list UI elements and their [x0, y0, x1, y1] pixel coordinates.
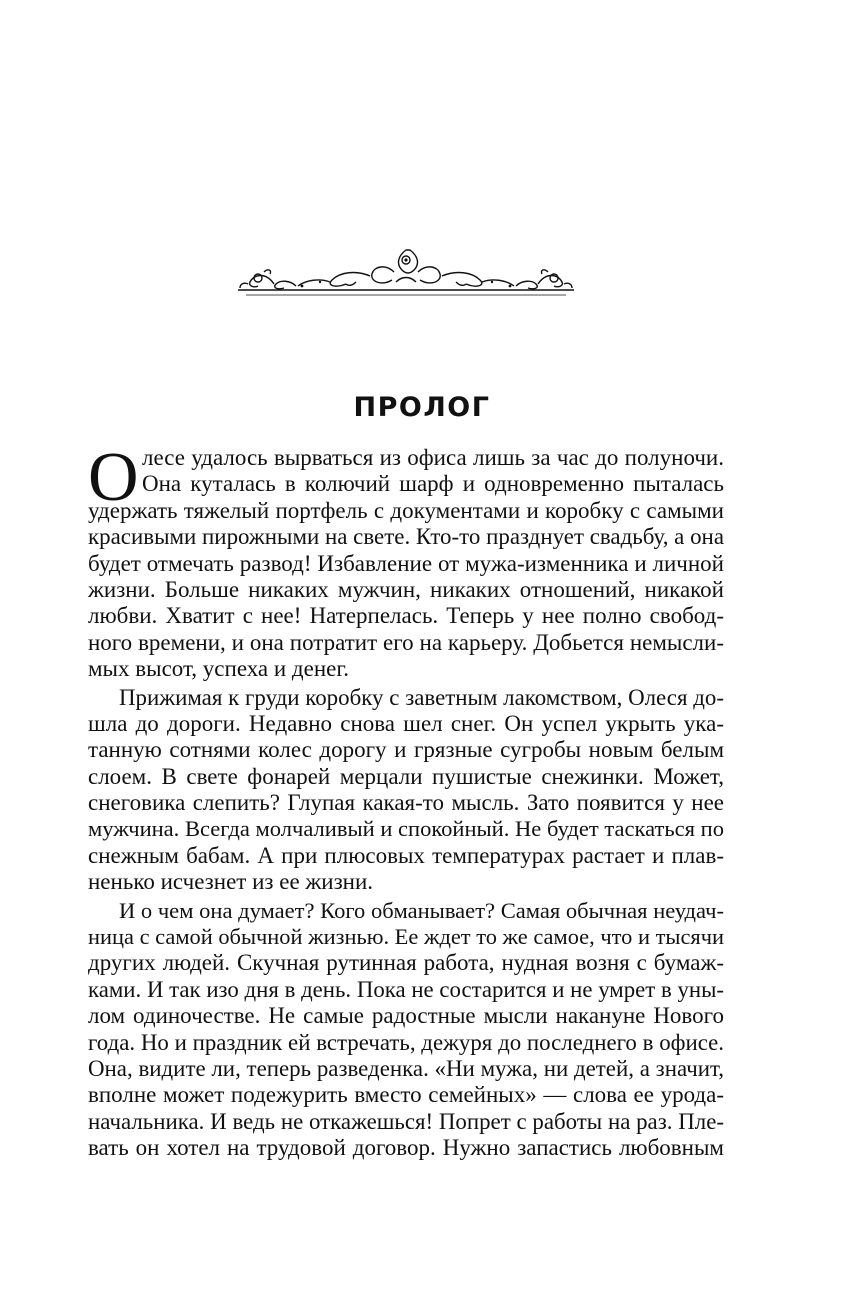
text-line: вать он хотел на трудовой договор. Нужно запастись любовным	[88, 1135, 724, 1161]
ornament-divider-icon	[236, 242, 576, 300]
text-line: любви. Хватит с нее! Натерпелась. Теперь у нее полно свобод-	[88, 603, 724, 629]
paragraph-1	[88, 439, 725, 683]
paragraph-3	[88, 898, 724, 1162]
text-line: лом одиночестве. Не самые радостные мысли накануне Нового	[88, 1003, 724, 1029]
text-line: будет отмечать развод! Избавление от мужа-изменника и личной	[88, 550, 724, 576]
text-line: слоем. В свете фонарей мерцали пушистые снежинки. Может,	[88, 763, 724, 789]
text-line: жизни. Больше никаких мужчин, никаких отношений, никакой	[88, 576, 724, 602]
text-line: года. Но и праздник ей встречать, дежуря до последнего в офисе.	[88, 1029, 724, 1055]
text-line: Она куталась в колючий шарф и одновременно пыталась	[142, 471, 724, 497]
text-line: ница с самой обычной жизнью. Ее ждет то же самое, что и тысячи	[88, 924, 724, 950]
drop-cap: О	[88, 439, 139, 516]
text-line: Она, видите ли, теперь разведенка. «Ни мужа, ни детей, а значит,	[88, 1055, 724, 1081]
text-line: других людей. Скучная рутинная работа, нудная возня с бумаж-	[88, 950, 724, 976]
chapter-title: ПРОЛОГ	[353, 392, 491, 423]
text-line: ненько исчезнет из ее жизни.	[88, 869, 374, 895]
text-line: лесе удалось вырваться из офиса лишь за час до полуночи.	[142, 445, 724, 470]
text-line: вполне может подежурить вместо семейных» — слова ее урода-	[88, 1082, 724, 1108]
text-line: мужчина. Всегда молчаливый и спокойный. Не будет таскаться по	[88, 816, 724, 842]
text-line: снеговика слепить? Глупая какая-то мысль. Зато появится у нее	[88, 790, 724, 816]
body-text	[88, 439, 725, 1162]
text-line: мых высот, успеха и денег.	[88, 656, 349, 682]
text-line: начальника. И ведь не откажешься! Попрет с работы на раз. Пле-	[88, 1108, 724, 1134]
text-line: красивыми пирожными на свете. Кто-то празднует свадьбу, а она	[88, 524, 725, 550]
text-line: удержать тяжелый портфель с документами и коробку с самыми	[88, 497, 724, 523]
text-line: снежным бабам. А при плюсовых температурах растает и плав-	[88, 842, 724, 868]
paragraph-2	[88, 685, 724, 896]
text-line: Прижимая к груди коробку с заветным лакомством, Олеся до-	[119, 684, 724, 710]
text-line: ками. И так изо дня в день. Пока не состарится и не умрет в уны-	[88, 976, 724, 1002]
text-line: ного времени, и она потратит его на карьеру. Добьется немысли-	[88, 629, 724, 655]
text-line: шла до дороги. Недавно снова шел снег. Он успел укрыть ука-	[88, 710, 724, 736]
text-line: танную сотнями колес дорогу и грязные сугробы новым белым	[88, 737, 724, 763]
text-line: И о чем она думает? Кого обманывает? Самая обычная неудач-	[119, 897, 724, 923]
